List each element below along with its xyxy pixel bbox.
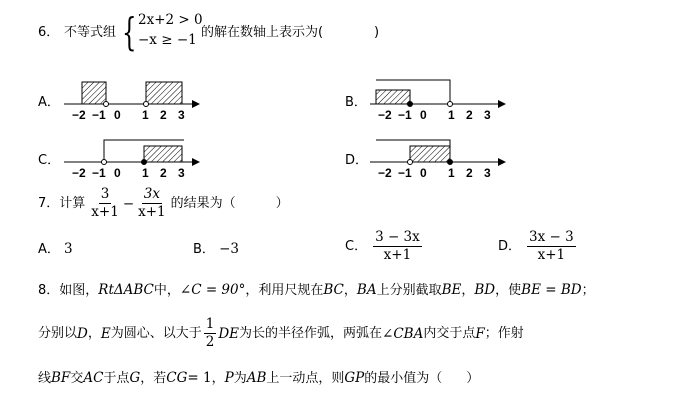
tick-label: 1 [448, 166, 455, 180]
q6-option-b-label: B． [345, 95, 367, 110]
q6-inequality-1: 2x+2 > 0 [138, 12, 203, 28]
tick-label: −1 [92, 166, 106, 180]
number-line-d [368, 132, 508, 184]
q7-option-c [345, 230, 422, 263]
q8-text: ；作射 [484, 325, 524, 341]
q8-math: ∠C = 90° [179, 282, 246, 298]
tick-label: −1 [398, 166, 412, 180]
q7-fraction-2: $\frac{3x}{x+1}$ [138, 186, 166, 220]
tick-label: 3 [178, 108, 185, 122]
q8-text: 线 [38, 371, 52, 386]
tick-label: 2 [160, 108, 167, 122]
tick-label: 0 [114, 108, 121, 122]
q8-math: GP [344, 370, 365, 386]
tick-label: −2 [72, 108, 86, 122]
tick-label: −2 [72, 166, 86, 180]
q6-stem-close: ) [374, 25, 380, 40]
q8-text: ， [461, 283, 475, 298]
q8-math: DE [218, 325, 240, 342]
q8-math: P [224, 370, 234, 386]
q8-math: BD [474, 282, 496, 298]
q7-option-c-label: C． [345, 238, 368, 254]
q8-line-1 [38, 282, 595, 299]
q7-minus: − [122, 195, 135, 212]
q8-text: 上分别截取 [376, 283, 442, 298]
q8-math: ∠CBA [382, 325, 424, 342]
q7-option-a [38, 241, 73, 258]
tick-label: 2 [160, 166, 167, 180]
q8-text: 中， [153, 283, 180, 298]
q8-math: = 1 [187, 370, 212, 386]
tick-label: −2 [378, 108, 392, 122]
q8-text: ； [581, 283, 595, 298]
q7-fraction-1: $\frac{3}{x+1}$ [91, 186, 119, 220]
q6-inequality-2: −x ≥ −1 [138, 32, 197, 48]
q7-option-d [498, 230, 576, 263]
q6-option-c-label: C． [38, 153, 61, 168]
q8-text: ，若 [140, 371, 167, 386]
q8-text: 内交于点 [423, 325, 476, 341]
q8-math: ΔABC [113, 282, 154, 298]
q8-math: AB [246, 370, 267, 386]
q7-option-a-value: 3 [64, 241, 73, 257]
tick-label: 2 [466, 108, 473, 122]
q7-option-b [193, 241, 239, 258]
q8-text: 上一动点，则 [266, 371, 345, 386]
q8-math: BC [323, 282, 344, 298]
q8-text: 于点 [103, 371, 130, 386]
q8-math: D [77, 325, 88, 342]
q8-text: 分别以 [38, 325, 78, 341]
tick-label: −1 [398, 108, 412, 122]
number-line-b [368, 74, 508, 126]
q8-math: BF [51, 370, 71, 386]
q7-option-d-fraction: $\frac{3x - 3}{x+1}$ [529, 229, 574, 263]
q8-text: 的最小值为（ [364, 371, 443, 386]
tick-label: 3 [484, 108, 491, 122]
q7-number: 7． [38, 195, 60, 211]
q7-option-c-fraction: $\frac{3 - 3x}{x+1}$ [375, 229, 420, 263]
q8-text: ， [211, 371, 225, 386]
tick-label: −2 [378, 166, 392, 180]
q7-option-b-value: −3 [219, 241, 239, 257]
q7-stem-post: 的结果为（ [170, 195, 236, 211]
q8-math: BE [441, 282, 462, 298]
q8-text: 8．如图， [38, 283, 99, 298]
q8-line-2 [38, 317, 524, 350]
q8-text: ， [343, 283, 357, 298]
q8-math: BA [356, 282, 377, 298]
q8-line-3 [38, 370, 479, 387]
q6-option-a-label: A． [38, 95, 60, 110]
q8-text: 为 [233, 371, 247, 386]
q7-option-a-label: A． [38, 242, 60, 257]
tick-label: −1 [92, 108, 106, 122]
tick-label: 2 [466, 166, 473, 180]
q7-stem-close: ） [275, 195, 289, 211]
q8-text: 为圆心、以大于 [110, 325, 202, 341]
q8-math: F [475, 325, 485, 342]
system-brace: { [122, 10, 137, 54]
tick-label: 0 [420, 108, 427, 122]
q8-text: ， [87, 325, 101, 341]
tick-label: 0 [114, 166, 121, 180]
tick-label: 1 [448, 108, 455, 122]
q6-stem-pre: 不等式组 [64, 25, 117, 40]
q8-math: AC [83, 370, 104, 386]
q8-math: G [129, 370, 141, 386]
tick-label: 1 [142, 166, 149, 180]
q6-option-d-label: D． [345, 153, 369, 168]
q8-text: ，利用尺规在 [245, 283, 324, 298]
tick-label: 1 [142, 108, 149, 122]
tick-label: 3 [484, 166, 491, 180]
q8-text: ） [466, 371, 480, 386]
q8-text: 交 [70, 371, 84, 386]
q6-number: 6． [38, 25, 60, 40]
q7-option-d-label: D． [498, 238, 522, 254]
q7-stem [38, 187, 289, 220]
q7-option-b-label: B． [193, 242, 215, 257]
tick-label: 0 [420, 166, 427, 180]
number-line-c [62, 132, 202, 184]
q8-math: E [100, 325, 111, 342]
tick-label: 3 [178, 166, 185, 180]
q6-stem-post: 的解在数轴上表示为( [201, 25, 324, 40]
q8-half-fraction: $\frac{1}{2}$ [205, 316, 215, 350]
q7-stem-pre: 计算 [59, 195, 86, 211]
number-line-a [62, 74, 202, 126]
q8-text: ，使 [495, 283, 522, 298]
q8-text: 为长的半径作弧，两弧在 [239, 325, 383, 341]
q8-math: BE = BD [521, 282, 582, 298]
q8-math: Rt [98, 282, 114, 298]
q8-math: CG [166, 370, 188, 386]
